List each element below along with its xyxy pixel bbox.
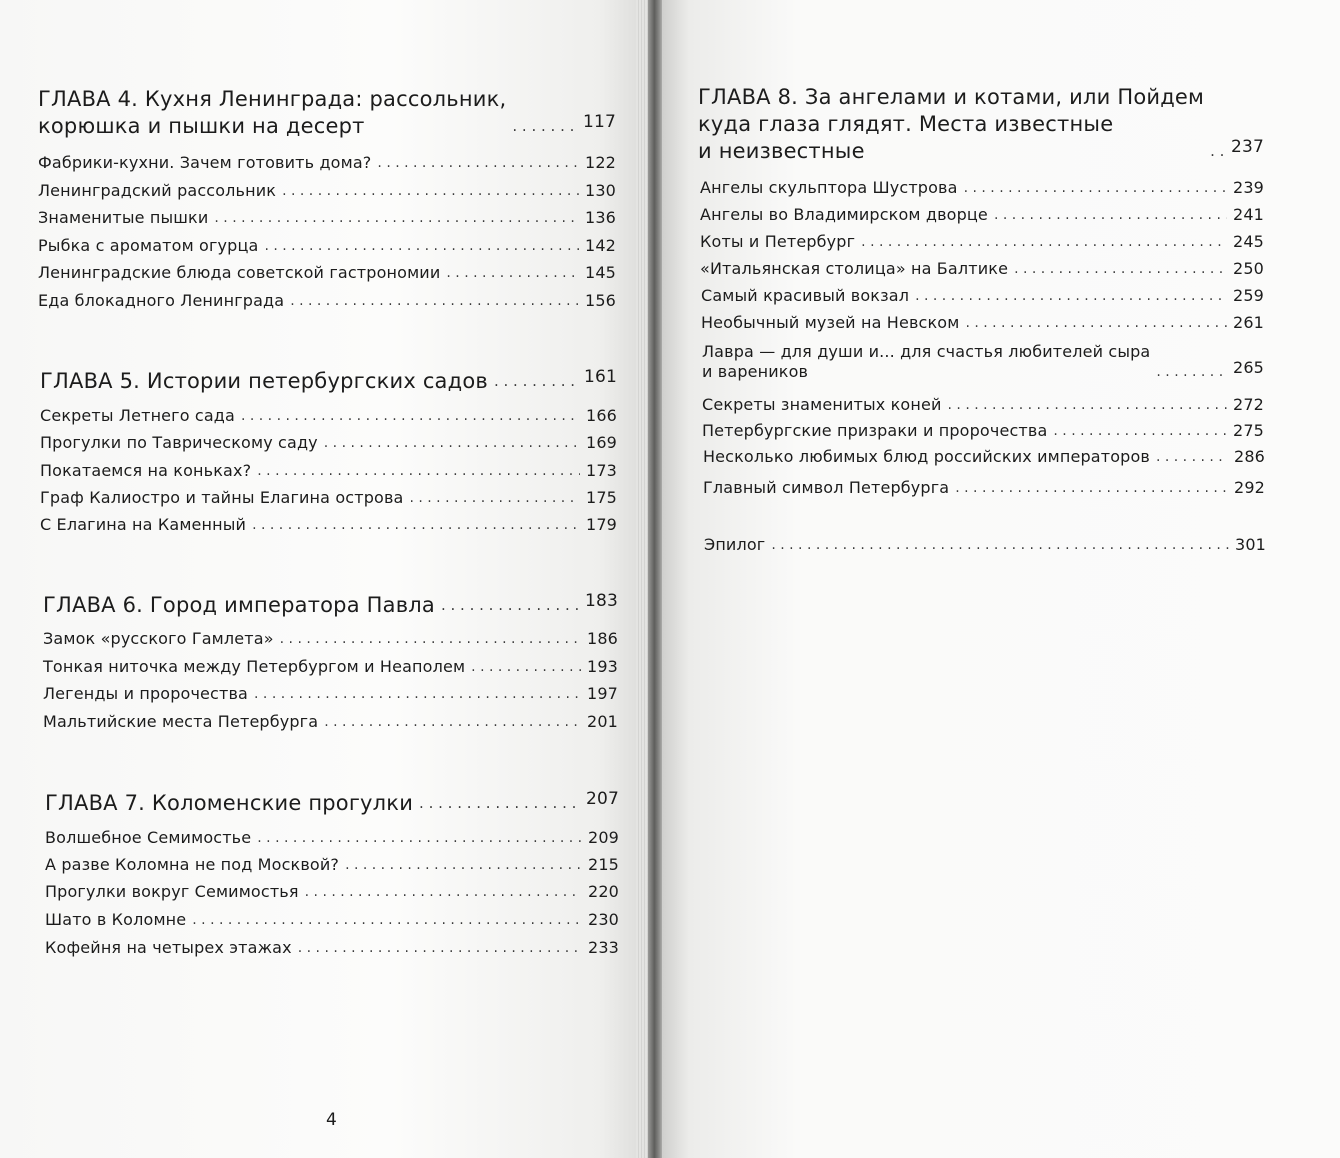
page-ref: 220 [588, 882, 619, 901]
page-ref: 233 [588, 938, 619, 957]
item-title-line: и вареников [702, 362, 809, 381]
leader-dots [771, 535, 1229, 555]
item-title: А разве Коломна не под Москвой? [45, 855, 340, 874]
toc-item [700, 178, 1264, 198]
leader-dots [1156, 447, 1228, 467]
toc-item [700, 232, 1264, 252]
toc-item [701, 313, 1264, 333]
toc-item [45, 855, 619, 875]
page-ref: 245 [1233, 232, 1264, 251]
item-title: Самый красивый вокзал [701, 286, 910, 305]
page-ref: 136 [585, 208, 616, 227]
toc-chapter-8 [698, 84, 1264, 165]
toc-item [45, 938, 619, 958]
leader-dots [305, 882, 582, 902]
leader-dots [512, 114, 577, 138]
item-title: Еда блокадного Ленинграда [38, 291, 285, 310]
page-ref: 197 [587, 684, 618, 703]
page-ref: 193 [587, 657, 618, 676]
chapter-title-line: куда глаза глядят. Места известные [698, 112, 1114, 136]
item-title: Фабрики-кухни. Зачем готовить дома? [38, 153, 372, 172]
page-ref: 261 [1233, 313, 1264, 332]
chapter-title-line: корюшка и пышки на десерт [38, 114, 365, 138]
toc-item [700, 205, 1264, 225]
leader-dots [1156, 362, 1227, 382]
item-title: Знаменитые пышки [38, 208, 209, 227]
toc-item [43, 684, 618, 704]
leader-dots [1053, 421, 1227, 441]
toc-item [703, 478, 1265, 498]
page-ref: 265 [1233, 358, 1264, 377]
page-ref: 161 [583, 367, 617, 387]
toc-item [38, 291, 616, 311]
toc-item [702, 421, 1264, 441]
leader-dots [324, 712, 581, 732]
leader-dots [1210, 139, 1225, 163]
toc-item [38, 263, 616, 283]
page-ref: 250 [1233, 259, 1264, 278]
page-ref: 292 [1234, 478, 1265, 497]
item-title: Легенды и пророчества [43, 684, 249, 703]
leader-dots [948, 395, 1227, 415]
toc-item [703, 447, 1265, 467]
chapter-title: ГЛАВА 7. Коломенские прогулки [45, 791, 414, 815]
item-title-line: Лавра — для души и... для счастья любителей сыра [702, 342, 1151, 361]
toc-item [38, 208, 616, 228]
leader-dots [377, 153, 579, 173]
toc-item [38, 236, 616, 256]
item-title: Рыбка с ароматом огурца [38, 236, 259, 255]
item-title: Ленинградский рассольник [38, 181, 277, 200]
page-ref: 166 [586, 406, 617, 425]
toc-chapter-7 [45, 786, 619, 817]
toc-item [700, 259, 1264, 279]
page-ref: 173 [586, 461, 617, 480]
chapter-title: ГЛАВА 5. Истории петербургских садов [40, 369, 488, 393]
item-title: Прогулки по Таврическому саду [40, 433, 318, 452]
leader-dots [241, 406, 580, 426]
leader-dots [254, 684, 581, 704]
page-ref: 259 [1233, 286, 1264, 305]
page-ref: 237 [1230, 137, 1264, 157]
toc-epilogue [704, 535, 1266, 555]
page-ref: 215 [588, 855, 619, 874]
item-title: Прогулки вокруг Семимостья [45, 882, 299, 901]
item-title: Ангелы скульптора Шустрова [700, 178, 958, 197]
item-title: Необычный музей на Невском [701, 313, 960, 332]
page-ref: 175 [586, 488, 617, 507]
page-ref: 117 [582, 112, 616, 132]
page-ref: 130 [585, 181, 616, 200]
item-title: Кофейня на четырех этажах [45, 938, 292, 957]
leader-dots [955, 478, 1228, 498]
leader-dots [192, 910, 582, 930]
page-number: 4 [326, 1110, 337, 1130]
leader-dots [252, 515, 580, 535]
leader-dots [419, 791, 580, 815]
toc-item [38, 153, 616, 173]
item-title: Тонкая ниточка между Петербургом и Неаполем [43, 657, 466, 676]
left-page [0, 0, 652, 1158]
page-ref: 169 [586, 433, 617, 452]
page-ref: 272 [1233, 395, 1264, 414]
chapter-title-line: и неизвестные [698, 139, 865, 163]
toc-item [38, 181, 616, 201]
item-title: Шато в Коломне [45, 910, 187, 929]
page-ref: 179 [586, 515, 617, 534]
toc-item [43, 712, 618, 732]
item-title: Секреты знаменитых коней [702, 395, 942, 414]
page-ref: 230 [588, 910, 619, 929]
leader-dots [861, 232, 1227, 252]
toc-item [40, 406, 617, 426]
item-title: Коты и Петербург [700, 232, 856, 251]
toc-item [702, 342, 1264, 382]
chapter-title-line: ГЛАВА 8. За ангелами и котами, или Пойдем [698, 85, 1205, 109]
leader-dots [282, 181, 579, 201]
leader-dots [1014, 259, 1227, 279]
page-ref: 145 [585, 263, 616, 282]
leader-dots [264, 236, 579, 256]
leader-dots [214, 208, 579, 228]
leader-dots [409, 488, 580, 508]
item-title: Ленинградские блюда советской гастрономии [38, 263, 441, 282]
right-page [662, 0, 1340, 1158]
item-title: Эпилог [704, 535, 766, 554]
item-title: Граф Калиостро и тайны Елагина острова [40, 488, 404, 507]
toc-item [45, 882, 619, 902]
leader-dots [280, 629, 581, 649]
item-title: Секреты Летнего сада [40, 406, 235, 425]
page-ref: 286 [1234, 447, 1265, 466]
toc-item [43, 629, 618, 649]
item-title: Покатаемся на коньках? [40, 461, 252, 480]
item-title: Несколько любимых блюд российских императоров [703, 447, 1150, 466]
leader-dots [324, 433, 580, 453]
page-ref: 156 [585, 291, 616, 310]
leader-dots [446, 263, 579, 283]
item-title: Мальтийские места Петербурга [43, 712, 319, 731]
item-title: Волшебное Семимостье [45, 828, 252, 847]
page-ref: 301 [1235, 535, 1266, 554]
leader-dots [257, 828, 582, 848]
page-ref: 275 [1233, 421, 1264, 440]
item-title: Главный символ Петербурга [703, 478, 950, 497]
page-ref: 209 [588, 828, 619, 847]
toc-item [40, 515, 617, 535]
page-ref: 183 [584, 591, 618, 611]
leader-dots [290, 291, 579, 311]
item-title: Петербургские призраки и пророчества [702, 421, 1048, 440]
page-ref: 186 [587, 629, 618, 648]
page-ref: 142 [585, 236, 616, 255]
page-ref: 122 [585, 153, 616, 172]
page-ref: 241 [1233, 205, 1264, 224]
toc-chapter-6 [43, 588, 618, 619]
leader-dots [964, 178, 1227, 198]
item-title: С Елагина на Каменный [40, 515, 247, 534]
page-ref: 207 [585, 789, 619, 809]
item-title: «Итальянская столица» на Балтике [700, 259, 1009, 278]
toc-chapter-4 [38, 86, 616, 140]
leader-dots [915, 286, 1227, 306]
toc-item [40, 488, 617, 508]
leader-dots [345, 855, 582, 875]
toc-item [43, 657, 618, 677]
leader-dots [994, 205, 1227, 225]
leader-dots [441, 593, 579, 617]
page-ref: 201 [587, 712, 618, 731]
toc-item [701, 286, 1264, 306]
chapter-title: ГЛАВА 6. Город императора Павла [43, 593, 435, 617]
toc-item [45, 910, 619, 930]
leader-dots [471, 657, 581, 677]
item-title: Ангелы во Владимирском дворце [700, 205, 988, 224]
item-title: Замок «русского Гамлета» [43, 629, 274, 648]
leader-dots [965, 313, 1227, 333]
page-ref: 239 [1233, 178, 1264, 197]
leader-dots [298, 938, 582, 958]
toc-item [40, 433, 617, 453]
chapter-title-line: ГЛАВА 4. Кухня Ленинграда: рассольник, [38, 87, 507, 111]
toc-item [45, 828, 619, 848]
toc-item [702, 395, 1264, 415]
leader-dots [257, 461, 580, 481]
toc-chapter-5 [40, 364, 617, 395]
leader-dots [494, 369, 578, 393]
toc-item [40, 461, 617, 481]
